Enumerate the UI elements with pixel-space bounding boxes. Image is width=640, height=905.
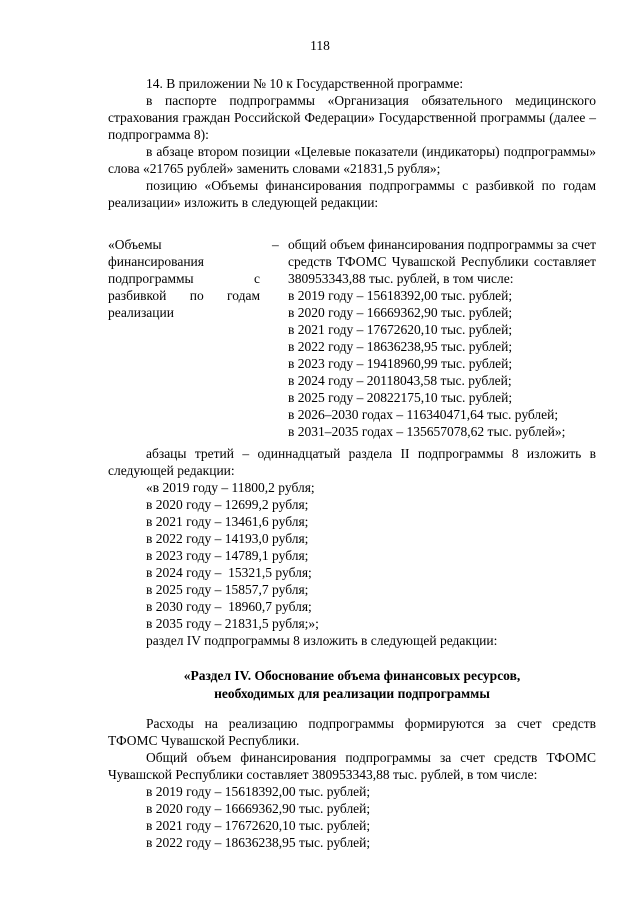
paragraph: в паспорте подпрограммы «Организация обязательного медицинского страхования граждан Российской Федерации» Государственной программы (далее – подпрограмма 8): (108, 93, 596, 142)
passport-values (288, 236, 596, 440)
passport-label: «Объемы финансирования подпрограммы с разбивкой по годам реализации (108, 237, 260, 320)
passport-year: в 2025 году – 20822175,10 тыс. рублей; (288, 390, 513, 405)
list-item: в 2020 году – 16669362,90 тыс. рублей; (146, 801, 371, 816)
list-item: в 2025 году – 15857,7 рубля; (146, 582, 309, 597)
body-list (146, 783, 370, 851)
heading-line: необходимых для реализации подпрограммы (214, 686, 490, 701)
page-number: 118 (310, 38, 330, 53)
paragraph: Расходы на реализацию подпрограммы формируются за счет средств ТФОМС Чувашской Республики. (108, 716, 596, 748)
passport-year: в 2024 году – 20118043,58 тыс. рублей; (288, 373, 512, 388)
paragraph: Общий объем финансирования подпрограммы за счет средств ТФОМС Чувашской Республики составляет 380953343,88 тыс. рублей, в том числе: (108, 750, 596, 782)
list-item: в 2024 году – 15321,5 рубля; (146, 565, 312, 580)
list-item: в 2023 году – 14789,1 рубля; (146, 548, 309, 563)
passport-year: в 2031–2035 годах – 135657078,62 тыс. рублей»; (288, 424, 566, 439)
passport-year: в 2026–2030 годах – 116340471,64 тыс. рублей; (288, 407, 559, 422)
passport-year: в 2023 году – 19418960,99 тыс. рублей; (288, 356, 513, 371)
passport-dash: – (272, 237, 279, 252)
list-item: в 2019 году – 15618392,00 тыс. рублей; (146, 784, 371, 799)
paragraph: позицию «Объемы финансирования подпрограммы с разбивкой по годам реализации» изложить в следующей редакции: (108, 178, 596, 210)
paragraph: в абзаце втором позиции «Целевые показатели (индикаторы) подпрограммы» слова «21765 рублей» заменить словами «21831,5 рубля»; (108, 144, 596, 176)
paragraph: раздел IV подпрограммы 8 изложить в следующей редакции: (146, 633, 498, 648)
section-heading (108, 667, 596, 703)
list-item: в 2022 году – 14193,0 рубля; (146, 531, 309, 546)
passport-year: в 2020 году – 16669362,90 тыс. рублей; (288, 305, 513, 320)
passport-total: общий объем финансирования подпрограммы за счет средств ТФОМС Чувашской Республики составляет 380953343,88 тыс. рублей, в том числе: (288, 237, 596, 286)
list-item: в 2020 году – 12699,2 рубля; (146, 497, 309, 512)
list-item: в 2021 году – 17672620,10 тыс. рублей; (146, 818, 371, 833)
list-item: «в 2019 году – 11800,2 рубля; (146, 480, 315, 495)
section2-intro (108, 445, 596, 479)
paragraph: 14. В приложении № 10 к Государственной программе: (146, 76, 464, 91)
section2-list (146, 479, 319, 632)
list-item: в 2022 году – 18636238,95 тыс. рублей; (146, 835, 371, 850)
passport-year: в 2019 году – 15618392,00 тыс. рублей; (288, 288, 513, 303)
section4-intro (108, 632, 596, 649)
heading-line: «Раздел IV. Обоснование объема финансовых ресурсов, (183, 668, 521, 683)
passport-year: в 2022 году – 18636238,95 тыс. рублей; (288, 339, 513, 354)
list-item: в 2035 году – 21831,5 рубля;»; (146, 616, 319, 631)
amendment-intro (108, 75, 596, 211)
section4-body (108, 715, 596, 783)
list-item: в 2021 году – 13461,6 рубля; (146, 514, 309, 529)
passport-year: в 2021 году – 17672620,10 тыс. рублей; (288, 322, 513, 337)
paragraph: абзацы третий – одиннадцатый раздела II подпрограммы 8 изложить в следующей редакции: (108, 446, 596, 478)
list-item: в 2030 году – 18960,7 рубля; (146, 599, 312, 614)
